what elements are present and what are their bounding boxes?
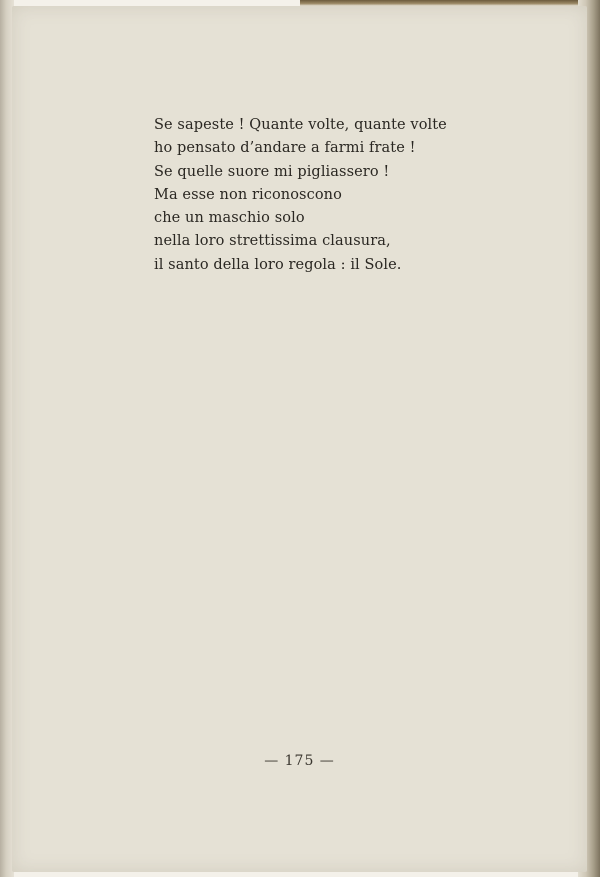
poem-line: ho pensato d’andare a farmi frate ! [154,140,416,157]
poem-line: Se sapeste ! Quante volte, quante volte [154,117,447,133]
poem-line: che un maschio solo [154,210,305,227]
book-page [12,6,587,872]
poem-text [154,114,474,277]
poem-line: nella loro strettissima clausura, [154,233,391,250]
page-number: — 175 — [264,753,335,769]
poem-line: il santo della loro regola : il Sole. [154,256,402,273]
poem-line: Se quelle suore mi pigliassero ! [154,163,390,180]
poem-line: Ma esse non riconoscono [154,186,342,203]
